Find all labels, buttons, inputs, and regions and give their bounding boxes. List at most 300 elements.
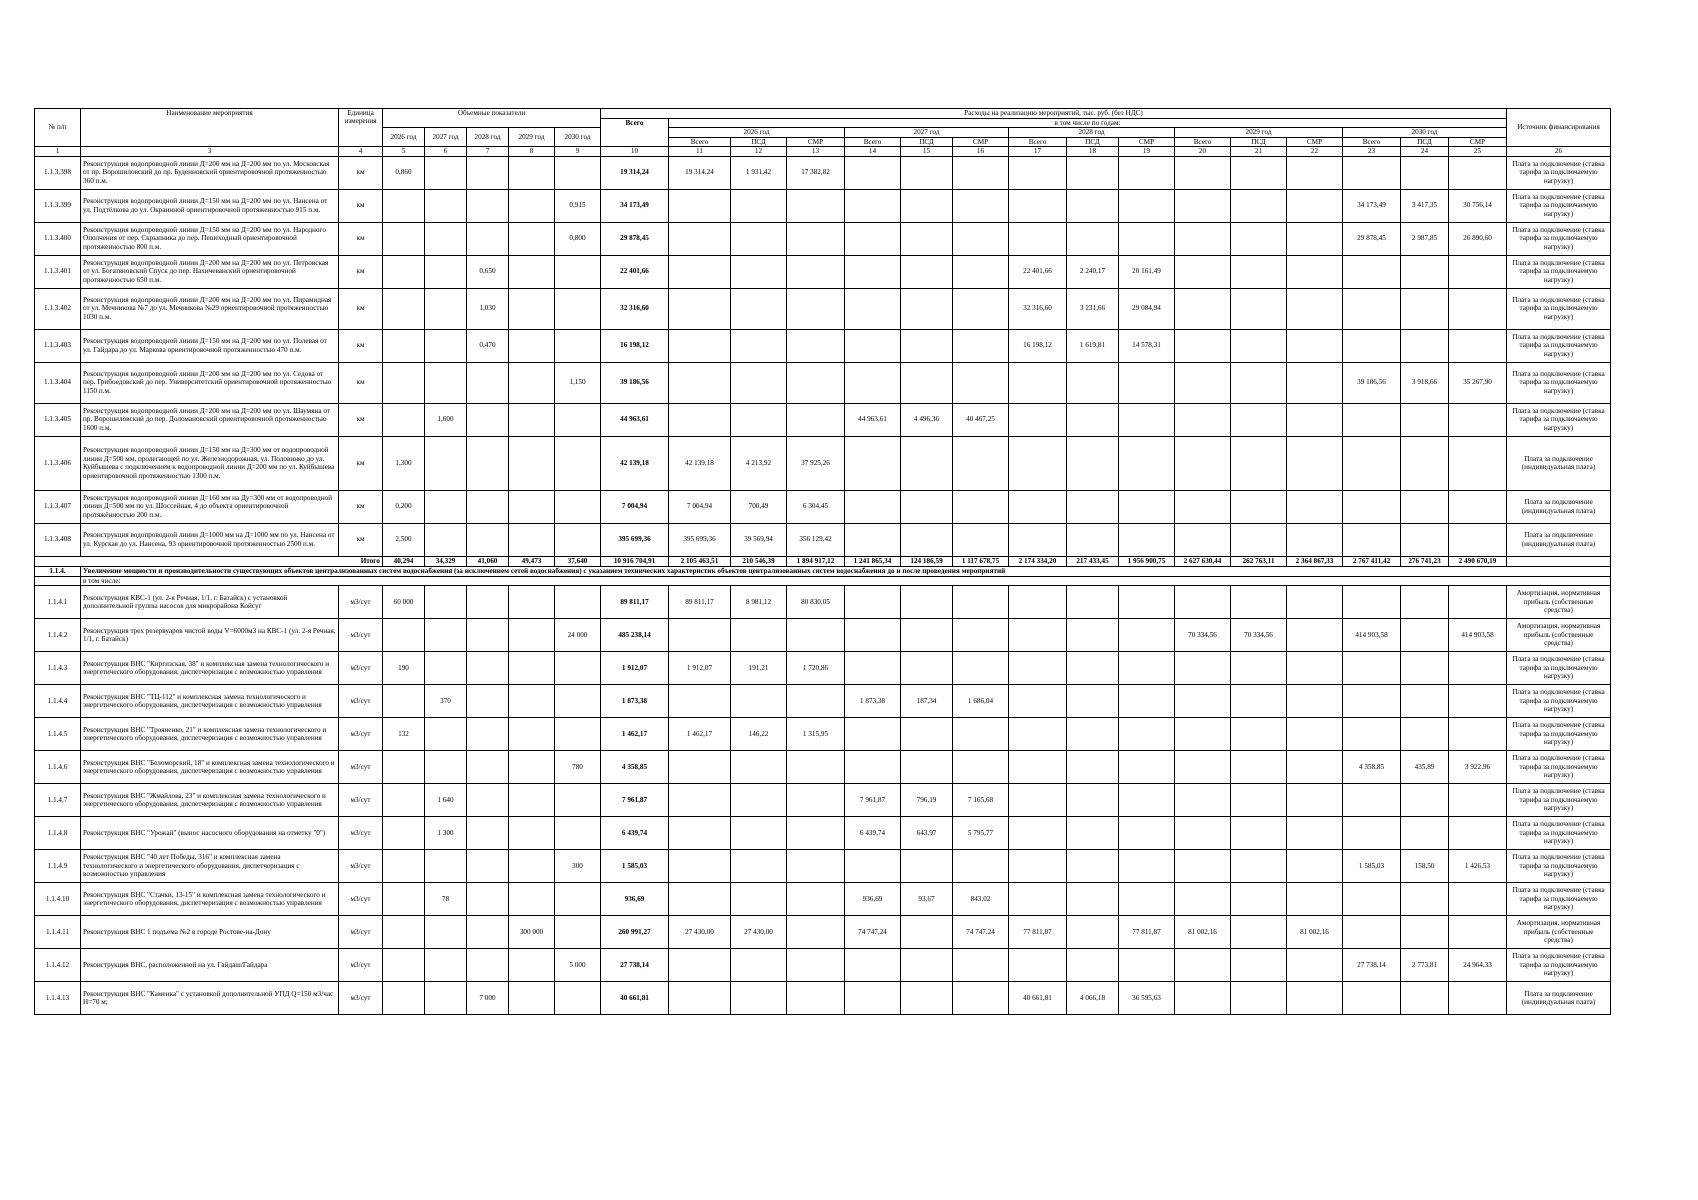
row-cost bbox=[1175, 523, 1231, 556]
row-source: Плата за подключение (индивидуальная плата) bbox=[1507, 436, 1611, 490]
row-cost bbox=[1119, 362, 1175, 403]
row-unit: м3/сут bbox=[339, 619, 383, 652]
row-cost bbox=[953, 982, 1009, 1015]
row-cost: 37 925,26 bbox=[787, 436, 845, 490]
row-cost bbox=[1119, 652, 1175, 685]
row-total: 29 878,45 bbox=[601, 222, 669, 255]
row-cost bbox=[1119, 685, 1175, 718]
table-row bbox=[35, 156, 1611, 189]
header-unit: Единица измерения bbox=[339, 109, 383, 147]
row-volume bbox=[555, 817, 601, 850]
row-cost bbox=[845, 490, 901, 523]
totals-cost: 1 894 917,12 bbox=[787, 556, 845, 566]
row-name: Реконструкция водопроводной линии Д=160 мм на Ду=300 мм от водопроводной линии Д=500 мм по ул. Шоссейная, 4 до объекта ориентировочной протяжённостью 200 п.м. bbox=[81, 490, 339, 523]
row-unit: км bbox=[339, 403, 383, 436]
row-volume bbox=[383, 288, 425, 329]
row-cost bbox=[1449, 817, 1507, 850]
totals-volume: 40,294 bbox=[383, 556, 425, 566]
row-cost: 74 747,24 bbox=[845, 916, 901, 949]
row-cost bbox=[953, 222, 1009, 255]
row-total: 6 439,74 bbox=[601, 817, 669, 850]
row-cost bbox=[901, 189, 953, 222]
row-source: Плата за подключение (ставка тарифа за подключаемую нагрузку) bbox=[1507, 362, 1611, 403]
row-id: 1.1.3.402 bbox=[35, 288, 81, 329]
row-cost bbox=[1119, 751, 1175, 784]
totals-cost: 2 627 630,44 bbox=[1175, 556, 1231, 566]
row-unit: км bbox=[339, 436, 383, 490]
header-sub-col: СМР bbox=[953, 137, 1009, 146]
row-total: 27 738,14 bbox=[601, 949, 669, 982]
row-cost bbox=[901, 255, 953, 288]
row-cost bbox=[787, 362, 845, 403]
header-incl-years: в том числе по годам: bbox=[669, 119, 1507, 128]
row-cost bbox=[953, 156, 1009, 189]
row-cost bbox=[787, 329, 845, 362]
row-cost: 16 198,12 bbox=[1009, 329, 1067, 362]
header-sub-col: ПСД bbox=[1231, 137, 1287, 146]
row-volume: 0,200 bbox=[383, 490, 425, 523]
row-cost bbox=[845, 982, 901, 1015]
row-volume bbox=[425, 619, 467, 652]
row-cost bbox=[1287, 949, 1343, 982]
row-cost bbox=[787, 222, 845, 255]
row-volume bbox=[467, 916, 509, 949]
row-volume bbox=[509, 403, 555, 436]
row-cost bbox=[1175, 222, 1231, 255]
header-sub-col: СМР bbox=[1119, 137, 1175, 146]
row-cost bbox=[1119, 189, 1175, 222]
row-cost bbox=[1067, 949, 1119, 982]
row-id: 1.1.3.404 bbox=[35, 362, 81, 403]
row-name: Реконструкция ВНС "Урожай" (вынос насосного оборудования на отметку "0") bbox=[81, 817, 339, 850]
header-source: Источник финансирования bbox=[1507, 109, 1611, 147]
row-cost bbox=[1287, 490, 1343, 523]
row-cost: 35 267,90 bbox=[1449, 362, 1507, 403]
row-cost bbox=[1119, 850, 1175, 883]
row-cost bbox=[1343, 817, 1401, 850]
row-id: 1.1.3.405 bbox=[35, 403, 81, 436]
row-cost: 2 240,17 bbox=[1067, 255, 1119, 288]
row-volume bbox=[383, 883, 425, 916]
row-cost bbox=[1287, 652, 1343, 685]
row-name: Реконструкция водопроводной линии Д=150 мм на Д=300 мм от водопроводной линии Д=500 мм, пролегающей по ул. Железнодорожная, ул. Половинко до ул. Куйбышева с подключением к водопроводной линии Д=200 мм по ул. Куйбышева ориентировочной протяженностью 1300 п.м. bbox=[81, 436, 339, 490]
row-volume bbox=[425, 436, 467, 490]
row-cost bbox=[1067, 403, 1119, 436]
totals-cost: 276 741,23 bbox=[1401, 556, 1449, 566]
row-cost bbox=[1175, 255, 1231, 288]
row-volume bbox=[425, 523, 467, 556]
row-volume bbox=[509, 850, 555, 883]
row-volume bbox=[383, 916, 425, 949]
row-cost bbox=[1067, 718, 1119, 751]
column-number: 3 bbox=[81, 147, 339, 156]
totals-cost: 1 241 865,34 bbox=[845, 556, 901, 566]
row-cost: 843,02 bbox=[953, 883, 1009, 916]
header-name: Наименование мероприятия bbox=[81, 109, 339, 147]
row-unit: км bbox=[339, 490, 383, 523]
row-source: Плата за подключение (индивидуальная плата) bbox=[1507, 523, 1611, 556]
row-cost: 7 961,87 bbox=[845, 784, 901, 817]
row-total: 16 198,12 bbox=[601, 329, 669, 362]
row-cost bbox=[1231, 523, 1287, 556]
row-source: Плата за подключение (ставка тарифа за подключаемую нагрузку) bbox=[1507, 222, 1611, 255]
row-unit: км bbox=[339, 362, 383, 403]
row-volume bbox=[555, 916, 601, 949]
row-cost bbox=[1343, 329, 1401, 362]
table-row bbox=[35, 751, 1611, 784]
row-cost bbox=[1009, 222, 1067, 255]
row-cost bbox=[1449, 883, 1507, 916]
row-cost bbox=[1067, 436, 1119, 490]
row-cost: 27 430,00 bbox=[669, 916, 731, 949]
row-cost: 187,34 bbox=[901, 685, 953, 718]
row-volume bbox=[383, 751, 425, 784]
row-id: 1.1.3.403 bbox=[35, 329, 81, 362]
row-cost bbox=[953, 718, 1009, 751]
row-cost bbox=[787, 619, 845, 652]
row-cost: 700,49 bbox=[731, 490, 787, 523]
totals-cost: 1 956 900,75 bbox=[1119, 556, 1175, 566]
row-cost bbox=[1343, 916, 1401, 949]
row-unit: м3/сут bbox=[339, 685, 383, 718]
row-cost bbox=[953, 436, 1009, 490]
row-volume bbox=[383, 949, 425, 982]
row-volume bbox=[509, 586, 555, 619]
row-cost bbox=[901, 586, 953, 619]
totals-cost: 210 546,39 bbox=[731, 556, 787, 566]
row-cost: 1 931,42 bbox=[731, 156, 787, 189]
row-cost bbox=[1287, 850, 1343, 883]
header-vol-year: 2029 год bbox=[509, 128, 555, 147]
row-volume: 1,300 bbox=[383, 436, 425, 490]
row-total: 19 314,24 bbox=[601, 156, 669, 189]
row-volume: 0,860 bbox=[383, 156, 425, 189]
row-cost: 8 981,12 bbox=[731, 586, 787, 619]
row-cost bbox=[1401, 255, 1449, 288]
row-volume bbox=[383, 255, 425, 288]
row-cost bbox=[1287, 156, 1343, 189]
row-id: 1.1.3.400 bbox=[35, 222, 81, 255]
row-volume bbox=[509, 222, 555, 255]
column-number: 10 bbox=[601, 147, 669, 156]
row-cost: 414 903,58 bbox=[1449, 619, 1507, 652]
row-volume bbox=[555, 523, 601, 556]
column-number: 25 bbox=[1449, 147, 1507, 156]
row-cost bbox=[787, 883, 845, 916]
row-cost: 20 161,49 bbox=[1119, 255, 1175, 288]
row-cost bbox=[901, 916, 953, 949]
row-cost bbox=[901, 652, 953, 685]
row-cost bbox=[1401, 586, 1449, 619]
row-volume: 60 000 bbox=[383, 586, 425, 619]
row-id: 1.1.4.4 bbox=[35, 685, 81, 718]
header-vol-year: 2027 год bbox=[425, 128, 467, 147]
row-cost bbox=[845, 288, 901, 329]
row-cost bbox=[1175, 949, 1231, 982]
column-number: 20 bbox=[1175, 147, 1231, 156]
row-name: Реконструкция ВНС "Киргизская, 38" и комплексная замена технологического и энергетического оборудования, диспетчеризация с возможностью управления bbox=[81, 652, 339, 685]
row-source: Плата за подключение (ставка тарифа за подключаемую нагрузку) bbox=[1507, 156, 1611, 189]
table-row bbox=[35, 652, 1611, 685]
row-name: Реконструкция ВНС "Беломорский, 18" и комплексная замена технологического и энергетического оборудования, диспетчеризация с возможностью управления bbox=[81, 751, 339, 784]
header-costs: Расходы на реализацию мероприятий, тыс. руб. (без НДС) bbox=[601, 109, 1507, 119]
row-cost: 1 720,86 bbox=[787, 652, 845, 685]
header-total: Всего bbox=[601, 119, 669, 147]
row-cost bbox=[1231, 586, 1287, 619]
row-cost bbox=[901, 329, 953, 362]
row-cost bbox=[787, 850, 845, 883]
row-volume: 300 bbox=[555, 850, 601, 883]
row-source: Плата за подключение (ставка тарифа за подключаемую нагрузку) bbox=[1507, 949, 1611, 982]
row-total: 4 358,85 bbox=[601, 751, 669, 784]
row-name: Реконструкция трех резервуаров чистой воды V=6000м3 на КВС-1 (ул. 2-я Речная, 1/1, г. Батайск) bbox=[81, 619, 339, 652]
row-cost bbox=[1231, 751, 1287, 784]
row-cost: 7 004,94 bbox=[669, 490, 731, 523]
table-row bbox=[35, 189, 1611, 222]
row-cost bbox=[1067, 916, 1119, 949]
row-total: 1 912,07 bbox=[601, 652, 669, 685]
row-cost bbox=[901, 362, 953, 403]
row-cost bbox=[1175, 586, 1231, 619]
row-cost bbox=[1009, 652, 1067, 685]
row-cost bbox=[845, 718, 901, 751]
row-cost bbox=[1067, 586, 1119, 619]
row-cost bbox=[787, 982, 845, 1015]
row-cost bbox=[1231, 362, 1287, 403]
row-volume bbox=[467, 883, 509, 916]
row-source: Амортизация, нормативная прибыль (собственные средства) bbox=[1507, 586, 1611, 619]
row-volume bbox=[425, 982, 467, 1015]
header-sub-col: Всего bbox=[845, 137, 901, 146]
row-source: Плата за подключение (ставка тарифа за подключаемую нагрузку) bbox=[1507, 288, 1611, 329]
row-cost bbox=[1401, 817, 1449, 850]
column-number: 5 bbox=[383, 147, 425, 156]
row-cost: 1 686,04 bbox=[953, 685, 1009, 718]
row-cost bbox=[845, 189, 901, 222]
row-cost bbox=[1401, 156, 1449, 189]
row-cost bbox=[1067, 685, 1119, 718]
row-cost bbox=[1287, 288, 1343, 329]
row-name: Реконструкция ВНС 1 подъема №2 в городе Ростове-на-Дону bbox=[81, 916, 339, 949]
row-volume: 78 bbox=[425, 883, 467, 916]
row-id: 1.1.4.2 bbox=[35, 619, 81, 652]
row-cost: 146,22 bbox=[731, 718, 787, 751]
row-cost bbox=[669, 619, 731, 652]
row-cost bbox=[953, 949, 1009, 982]
header-sub-col: СМР bbox=[787, 137, 845, 146]
row-cost bbox=[731, 883, 787, 916]
row-cost bbox=[669, 817, 731, 850]
row-volume: 1,150 bbox=[555, 362, 601, 403]
row-cost bbox=[901, 288, 953, 329]
row-total: 485 238,14 bbox=[601, 619, 669, 652]
row-cost bbox=[731, 403, 787, 436]
row-cost bbox=[1343, 523, 1401, 556]
row-cost: 42 139,18 bbox=[669, 436, 731, 490]
row-volume bbox=[425, 850, 467, 883]
row-cost bbox=[1119, 436, 1175, 490]
row-volume bbox=[383, 189, 425, 222]
row-cost bbox=[1119, 883, 1175, 916]
row-volume: 7 000 bbox=[467, 982, 509, 1015]
row-cost: 1 315,95 bbox=[787, 718, 845, 751]
row-cost bbox=[1119, 222, 1175, 255]
row-cost bbox=[669, 362, 731, 403]
row-cost bbox=[1067, 156, 1119, 189]
row-source: Плата за подключение (ставка тарифа за подключаемую нагрузку) bbox=[1507, 751, 1611, 784]
row-volume bbox=[383, 222, 425, 255]
row-total: 395 699,36 bbox=[601, 523, 669, 556]
row-cost: 40 467,25 bbox=[953, 403, 1009, 436]
row-cost bbox=[1401, 490, 1449, 523]
row-cost bbox=[1009, 362, 1067, 403]
row-total: 22 401,66 bbox=[601, 255, 669, 288]
row-cost bbox=[1067, 883, 1119, 916]
row-unit: м3/сут bbox=[339, 982, 383, 1015]
row-volume bbox=[425, 156, 467, 189]
row-cost: 74 747,24 bbox=[953, 916, 1009, 949]
row-cost: 3 231,66 bbox=[1067, 288, 1119, 329]
row-cost bbox=[669, 403, 731, 436]
row-cost bbox=[1343, 784, 1401, 817]
row-volume bbox=[555, 883, 601, 916]
row-cost bbox=[1067, 850, 1119, 883]
row-id: 1.1.3.398 bbox=[35, 156, 81, 189]
row-cost bbox=[1231, 652, 1287, 685]
row-unit: м3/сут bbox=[339, 784, 383, 817]
row-cost: 80 830,05 bbox=[787, 586, 845, 619]
row-cost: 395 699,36 bbox=[669, 523, 731, 556]
row-cost bbox=[1287, 189, 1343, 222]
row-cost bbox=[1449, 916, 1507, 949]
row-volume bbox=[425, 490, 467, 523]
row-volume bbox=[555, 685, 601, 718]
row-cost: 17 382,82 bbox=[787, 156, 845, 189]
row-cost bbox=[953, 288, 1009, 329]
column-number: 17 bbox=[1009, 147, 1067, 156]
row-cost bbox=[953, 586, 1009, 619]
row-volume: 0,650 bbox=[467, 255, 509, 288]
row-volume bbox=[555, 329, 601, 362]
column-number: 9 bbox=[555, 147, 601, 156]
row-cost bbox=[669, 255, 731, 288]
row-cost bbox=[1231, 189, 1287, 222]
row-cost bbox=[1401, 619, 1449, 652]
table-row bbox=[35, 523, 1611, 556]
section-note: в том числе: bbox=[81, 576, 1611, 585]
row-cost bbox=[1231, 685, 1287, 718]
row-cost bbox=[1449, 685, 1507, 718]
row-cost bbox=[669, 751, 731, 784]
row-cost bbox=[1287, 523, 1343, 556]
row-cost bbox=[845, 949, 901, 982]
table-header bbox=[35, 109, 1611, 157]
row-cost bbox=[669, 329, 731, 362]
row-cost bbox=[787, 189, 845, 222]
row-cost bbox=[1009, 523, 1067, 556]
row-volume bbox=[467, 189, 509, 222]
row-cost bbox=[1231, 222, 1287, 255]
table-row bbox=[35, 586, 1611, 619]
row-cost bbox=[1175, 850, 1231, 883]
row-cost bbox=[1449, 255, 1507, 288]
totals-cost: 262 763,11 bbox=[1231, 556, 1287, 566]
row-cost bbox=[1009, 949, 1067, 982]
row-cost bbox=[1009, 751, 1067, 784]
row-cost bbox=[901, 436, 953, 490]
row-volume: 370 bbox=[425, 685, 467, 718]
row-volume: 132 bbox=[383, 718, 425, 751]
row-volume bbox=[555, 255, 601, 288]
row-cost bbox=[669, 883, 731, 916]
row-cost bbox=[953, 751, 1009, 784]
row-cost bbox=[1287, 784, 1343, 817]
row-cost bbox=[1119, 586, 1175, 619]
row-cost bbox=[1449, 586, 1507, 619]
row-id: 1.1.3.408 bbox=[35, 523, 81, 556]
row-cost bbox=[1009, 156, 1067, 189]
column-number: 19 bbox=[1119, 147, 1175, 156]
row-cost: 1 912,07 bbox=[669, 652, 731, 685]
row-volume bbox=[467, 751, 509, 784]
row-cost bbox=[1343, 883, 1401, 916]
row-cost bbox=[1067, 652, 1119, 685]
row-total: 7 961,87 bbox=[601, 784, 669, 817]
column-number: 23 bbox=[1343, 147, 1401, 156]
row-cost bbox=[1231, 436, 1287, 490]
row-volume: 300 000 bbox=[509, 916, 555, 949]
row-cost bbox=[845, 652, 901, 685]
row-cost: 29 878,45 bbox=[1343, 222, 1401, 255]
row-volume bbox=[383, 619, 425, 652]
row-volume bbox=[467, 619, 509, 652]
row-cost bbox=[1343, 718, 1401, 751]
row-cost bbox=[901, 156, 953, 189]
row-cost bbox=[1449, 523, 1507, 556]
row-cost bbox=[1067, 222, 1119, 255]
row-cost bbox=[1067, 619, 1119, 652]
row-cost bbox=[1067, 490, 1119, 523]
row-cost bbox=[1119, 817, 1175, 850]
row-cost bbox=[787, 685, 845, 718]
row-cost bbox=[1401, 916, 1449, 949]
row-volume bbox=[383, 982, 425, 1015]
row-cost: 39 569,94 bbox=[731, 523, 787, 556]
row-volume: 1,030 bbox=[467, 288, 509, 329]
row-cost bbox=[1343, 156, 1401, 189]
row-cost: 36 595,63 bbox=[1119, 982, 1175, 1015]
row-cost bbox=[731, 255, 787, 288]
row-cost bbox=[669, 222, 731, 255]
row-cost bbox=[1401, 784, 1449, 817]
row-name: Реконструкция ВНС "Трояненко, 21" и комплексная замена технологического и энергетического оборудования, диспетчеризация с возможностью управления bbox=[81, 718, 339, 751]
row-volume: 0,800 bbox=[555, 222, 601, 255]
row-cost bbox=[731, 784, 787, 817]
row-cost: 4 358,85 bbox=[1343, 751, 1401, 784]
row-cost bbox=[1175, 718, 1231, 751]
row-id: 1.1.4.8 bbox=[35, 817, 81, 850]
row-cost bbox=[1449, 329, 1507, 362]
table-row bbox=[35, 490, 1611, 523]
totals-row bbox=[35, 556, 1611, 566]
row-volume bbox=[555, 403, 601, 436]
row-volume bbox=[509, 156, 555, 189]
row-cost bbox=[731, 222, 787, 255]
row-cost bbox=[787, 949, 845, 982]
row-cost bbox=[1119, 718, 1175, 751]
row-source: Амортизация, нормативная прибыль (собственные средства) bbox=[1507, 619, 1611, 652]
row-volume bbox=[509, 523, 555, 556]
